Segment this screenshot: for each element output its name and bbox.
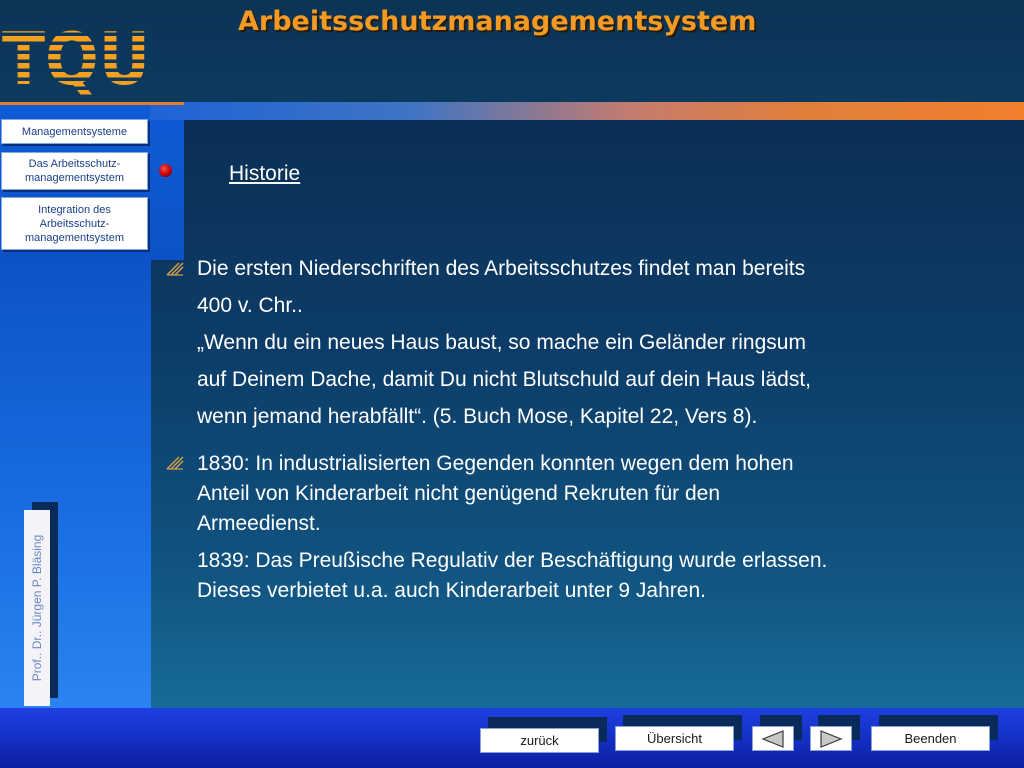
back-button[interactable]: zurück [480, 728, 599, 753]
paragraph-line: Dieses verbietet u.a. auch Kinderarbeit unter 9 Jahren. [197, 579, 706, 602]
paragraph-line: wenn jemand herabfällt“. (5. Buch Mose, Kapitel 22, Vers 8). [197, 405, 758, 428]
header-rule-left [0, 102, 184, 105]
sidebar-item-label-line: managementsystem [24, 172, 125, 184]
sidebar-item-label-line: Arbeitsschutz- [39, 217, 110, 230]
sidebar-item-label [25, 157, 124, 185]
overview-button[interactable]: Übersicht [615, 726, 734, 751]
sidebar-item-arbeitsschutzmanagementsystem[interactable] [1, 152, 148, 190]
sidebar-item-label-line: Das Arbeitsschutz- [28, 158, 121, 170]
paragraph-line: Die ersten Niederschriften des Arbeitsschutzes findet man bereits [197, 257, 806, 280]
paragraph-line: auf Deinem Dache, damit Du nicht Blutschuld auf dein Haus lädst, [197, 368, 811, 391]
hatched-bullet-icon [166, 262, 184, 276]
paragraph-line: Armeedienst. [197, 512, 321, 535]
tqu-logo [2, 18, 152, 98]
sidebar-lower [0, 260, 151, 708]
previous-slide-button[interactable] [752, 726, 794, 751]
slide-title: Arbeitsschutzmanagementsystem [238, 6, 757, 37]
paragraph-ancient [197, 250, 811, 435]
historie-link[interactable]: Historie [229, 162, 301, 185]
paragraph-line: 1830: In industrialisierten Gegenden konnten wegen dem hohen [197, 452, 794, 475]
sidebar-item-integration[interactable] [1, 197, 148, 250]
sidebar-item-label-line: managementsystem [24, 231, 125, 244]
header-gradient-rule [150, 102, 1024, 120]
author-name: Prof.. Dr.. Jürgen P. Bläsing [30, 534, 44, 682]
exit-button[interactable]: Beenden [871, 726, 990, 751]
triangle-right-icon [819, 730, 843, 748]
paragraph-line: 1839: Das Preußische Regulativ der Beschäftigung wurde erlassen. [197, 549, 828, 572]
next-slide-button[interactable] [810, 726, 852, 751]
sidebar-item-label-line: Integration des [38, 203, 111, 216]
sidebar-item-managementsysteme[interactable] [1, 119, 148, 144]
paragraph-1839 [197, 546, 827, 606]
paragraph-1830 [197, 449, 794, 539]
paragraph-line: Anteil von Kinderarbeit nicht genügend Rekruten für den [197, 482, 721, 505]
triangle-left-icon [761, 730, 785, 748]
paragraph-line: 400 v. Chr.. [197, 294, 303, 317]
hatched-bullet-icon [166, 456, 184, 470]
sidebar-item-label [25, 203, 124, 245]
sidebar-item-label: Managementsysteme [21, 125, 128, 138]
red-bullet-icon [159, 164, 172, 177]
author-tag [24, 510, 50, 706]
paragraph-line: „Wenn du ein neues Haus baust, so mache ein Geländer ringsum [197, 331, 806, 354]
